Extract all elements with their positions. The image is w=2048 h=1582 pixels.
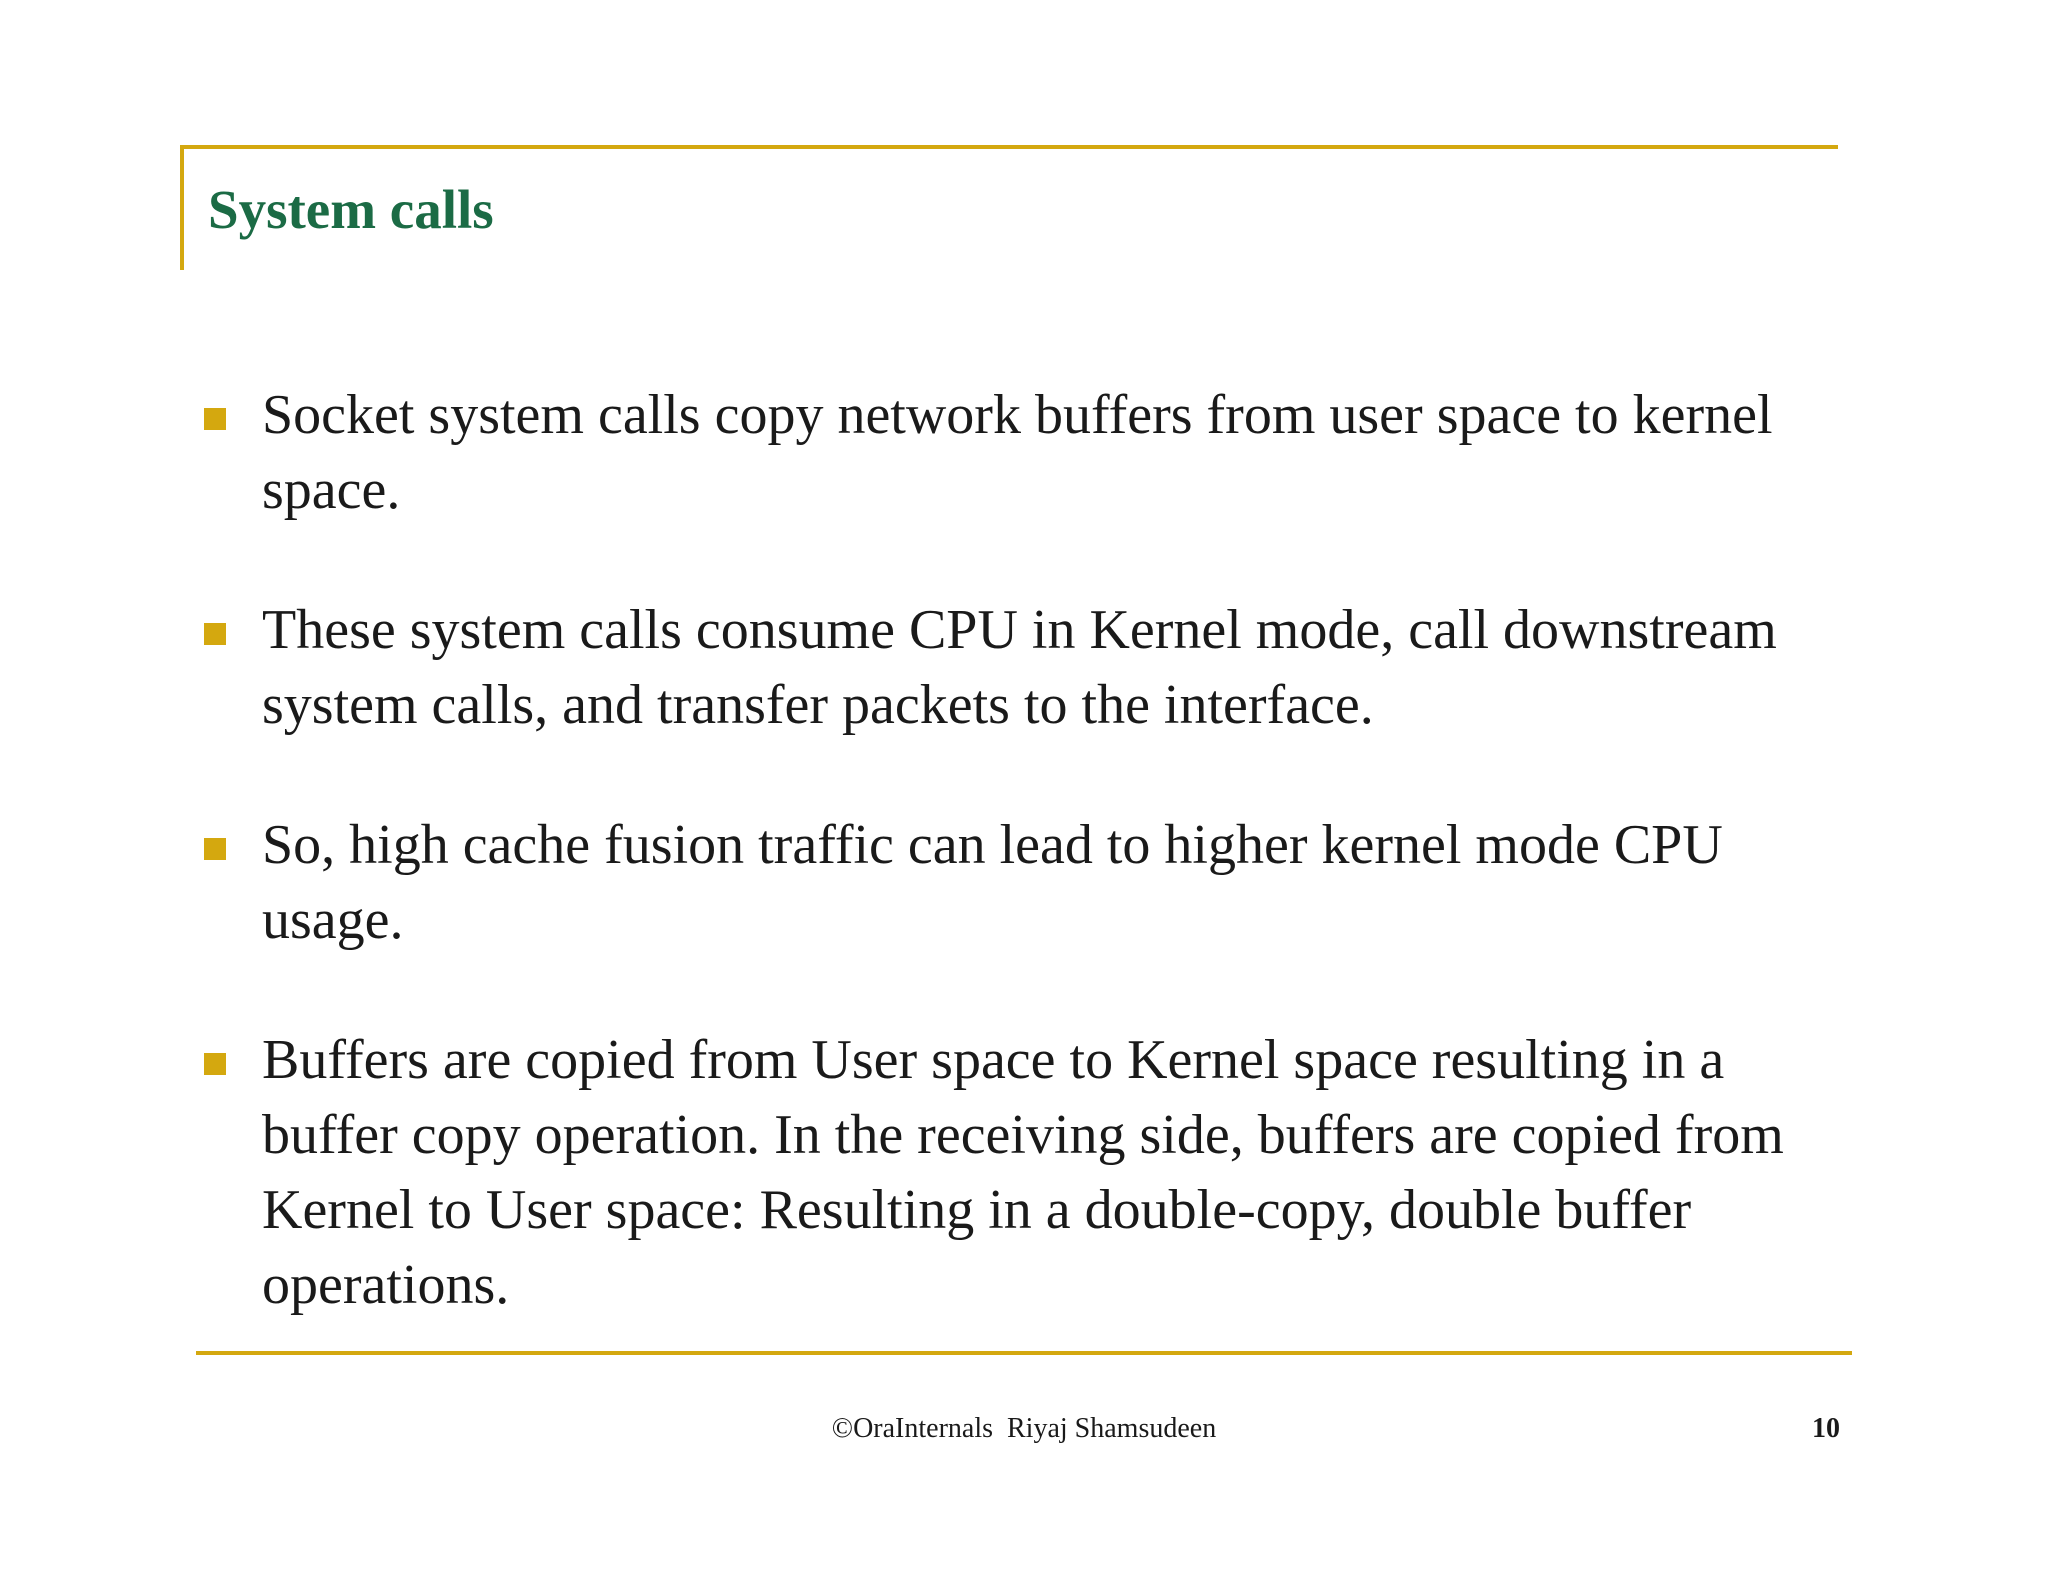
square-bullet-icon [204, 1053, 226, 1075]
title-top-rule [180, 145, 1838, 149]
footer-copyright: ©OraInternals Riyaj Shamsudeen [831, 1413, 1217, 1444]
bullet-text: Buffers are copied from User space to Kernel space resulting in a buffer copy operation. In the receiving side, buffers are copied from Kernel to User space: Resulting in a double-copy, double buffer operations. [262, 1029, 1784, 1316]
square-bullet-icon [204, 838, 226, 860]
bullet-text: These system calls consume CPU in Kernel mode, call downstream system calls, and transfer packets to the interface. [262, 599, 1777, 736]
square-bullet-icon [204, 408, 226, 430]
bullet-item [200, 593, 1860, 743]
bullet-item [200, 808, 1860, 958]
footer-rule [196, 1351, 1852, 1355]
bullet-list [200, 378, 1860, 1323]
bullet-item [200, 378, 1860, 528]
bullet-item [200, 1023, 1860, 1323]
square-bullet-icon [204, 623, 226, 645]
title-left-rule [180, 145, 184, 270]
page-number: 10 [1812, 1413, 1840, 1444]
bullet-text: Socket system calls copy network buffers from user space to kernel space. [262, 384, 1773, 521]
slide-title: System calls [208, 179, 494, 240]
bullet-text: So, high cache fusion traffic can lead to higher kernel mode CPU usage. [262, 814, 1723, 951]
